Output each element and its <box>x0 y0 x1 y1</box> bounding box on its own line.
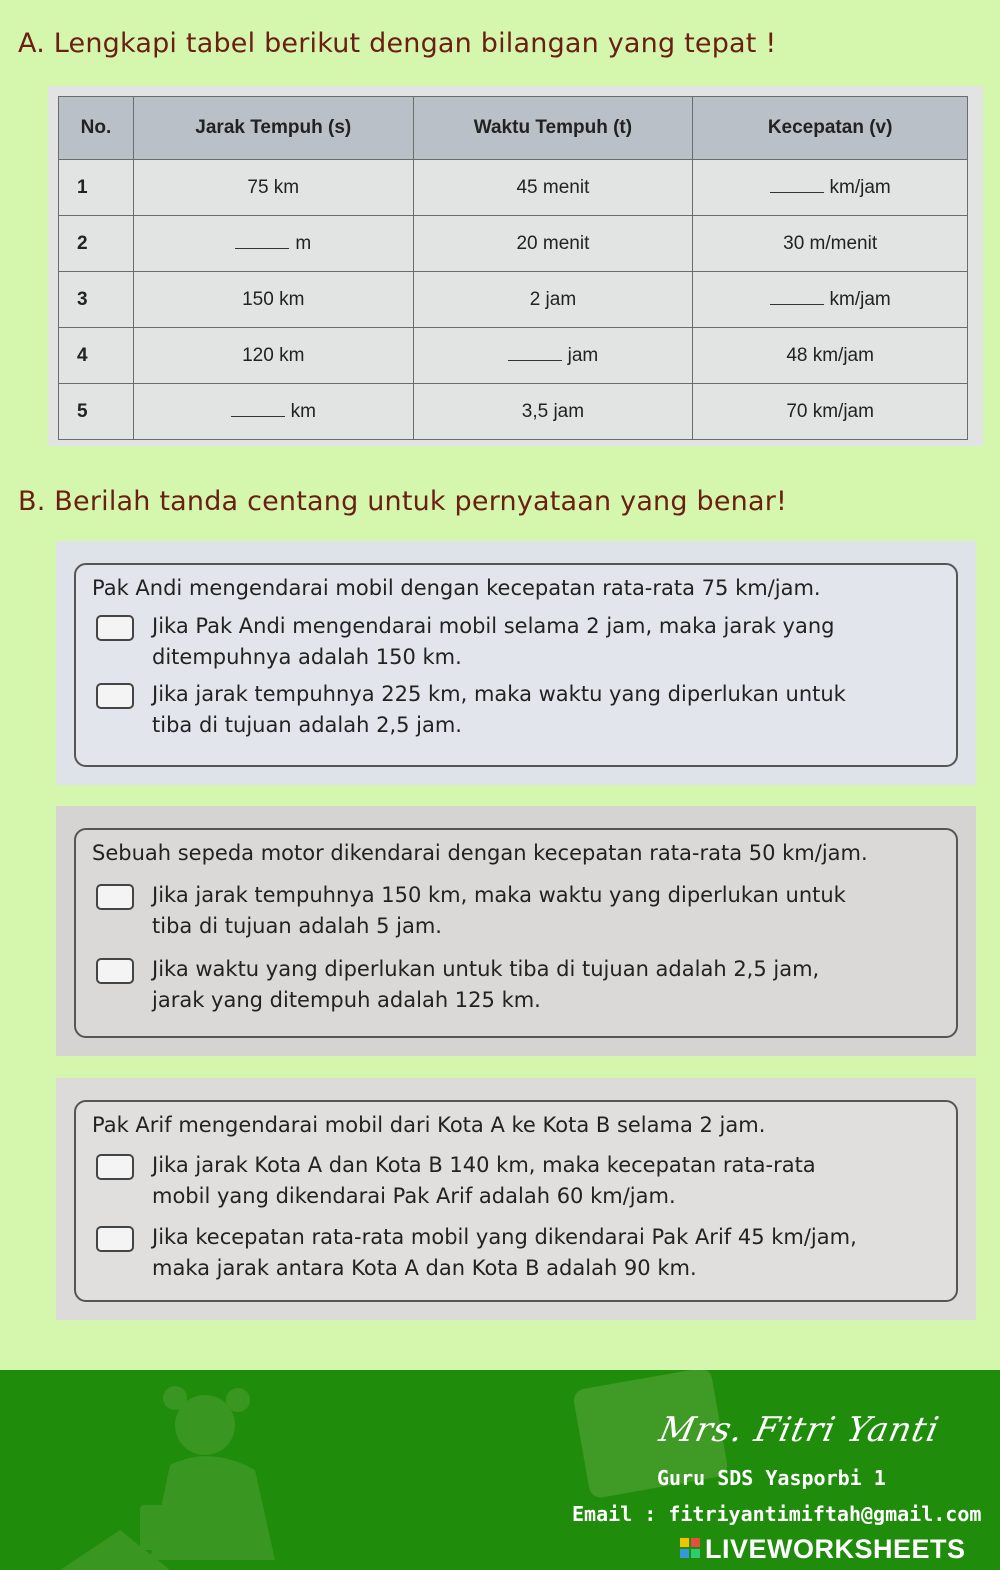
checkbox[interactable] <box>96 1226 134 1252</box>
row-no-cell <box>59 328 134 384</box>
cell-text: 45 menit <box>516 176 590 198</box>
header-time: Waktu Tempuh (t) <box>413 97 693 160</box>
cell-text: jam <box>567 344 599 366</box>
problem-intro: Pak Andi mengendarai mobil dengan kecepatan rata-rata 75 km/jam. <box>92 576 821 600</box>
row-no-cell <box>59 384 134 440</box>
statement-text <box>152 954 940 1016</box>
statement-line: Jika waktu yang diperlukan untuk tiba di tujuan adalah 2,5 jam, <box>152 957 820 981</box>
table-row <box>59 384 968 440</box>
time-cell <box>413 160 693 216</box>
checkbox[interactable] <box>96 958 134 984</box>
teacher-role: Guru SDS Yasporbi 1 <box>657 1466 886 1490</box>
statement-text <box>152 880 940 942</box>
cell-text: 4 <box>77 344 88 366</box>
speed-cell <box>693 160 968 216</box>
answer-blank[interactable] <box>508 359 562 361</box>
cell-text: km <box>290 400 316 422</box>
distance-cell <box>133 160 413 216</box>
statement-line: tiba di tujuan adalah 2,5 jam. <box>152 713 462 737</box>
teacher-signature: Mrs. Fitri Yanti <box>655 1410 943 1450</box>
cell-text: 75 km <box>247 176 300 198</box>
statement-text <box>152 1150 940 1212</box>
speed-cell <box>693 272 968 328</box>
row-no-cell <box>59 216 134 272</box>
table-row <box>59 328 968 384</box>
distance-cell <box>133 272 413 328</box>
cell-text: 70 km/jam <box>786 400 874 422</box>
time-cell <box>413 216 693 272</box>
cell-text: 2 <box>77 232 88 254</box>
time-cell <box>413 272 693 328</box>
statement-line: Jika jarak tempuhnya 225 km, maka waktu yang diperlukan untuk <box>152 682 846 706</box>
section-b-heading: B. Berilah tanda centang untuk pernyataan yang benar! <box>18 486 788 517</box>
table-header-row <box>59 97 968 160</box>
statement-line: Jika Pak Andi mengendarai mobil selama 2 jam, maka jarak yang <box>152 614 835 638</box>
answer-blank[interactable] <box>235 247 289 249</box>
speed-table <box>58 96 968 440</box>
cell-text: 48 km/jam <box>786 344 874 366</box>
problem-card <box>74 828 958 1038</box>
statement-line: jarak yang ditempuh adalah 125 km. <box>152 988 541 1012</box>
cell-text: 120 km <box>242 344 305 366</box>
cell-text: 5 <box>77 400 88 422</box>
speed-cell <box>693 328 968 384</box>
statement-text <box>152 679 940 741</box>
row-no-cell <box>59 272 134 328</box>
answer-blank[interactable] <box>231 415 285 417</box>
problem-intro: Pak Arif mengendarai mobil dari Kota A ke Kota B selama 2 jam. <box>92 1113 766 1137</box>
problem-panel-3 <box>56 1078 976 1320</box>
statement-line: mobil yang dikendarai Pak Arif adalah 60 km/jam. <box>152 1184 676 1208</box>
problem-card <box>74 563 958 767</box>
cell-text: 2 jam <box>529 288 577 310</box>
cell-text: 3,5 jam <box>521 400 585 422</box>
statement-text <box>152 1222 940 1284</box>
checkbox[interactable] <box>96 615 134 641</box>
speed-cell <box>693 216 968 272</box>
cell-text: m <box>295 232 312 254</box>
cell-text: km/jam <box>829 176 891 198</box>
cell-text: km/jam <box>829 288 891 310</box>
distance-cell <box>133 216 413 272</box>
problem-panel-2 <box>56 806 976 1056</box>
table-row <box>59 216 968 272</box>
answer-blank[interactable] <box>770 303 824 305</box>
speed-table-panel <box>48 86 983 446</box>
problem-card <box>74 1100 958 1302</box>
statement-line: maka jarak antara Kota A dan Kota B adalah 90 km. <box>152 1256 697 1280</box>
statement-line: Jika kecepatan rata-rata mobil yang dikendarai Pak Arif 45 km/jam, <box>152 1225 857 1249</box>
problem-intro: Sebuah sepeda motor dikendarai dengan kecepatan rata-rata 50 km/jam. <box>92 841 868 865</box>
statement-line: ditempuhnya adalah 150 km. <box>152 645 462 669</box>
cell-text: 20 menit <box>516 232 590 254</box>
statement-line: tiba di tujuan adalah 5 jam. <box>152 914 442 938</box>
statement-line: Jika jarak tempuhnya 150 km, maka waktu yang diperlukan untuk <box>152 883 846 907</box>
footer-banner <box>0 1370 1000 1570</box>
header-speed: Kecepatan (v) <box>693 97 968 160</box>
speed-cell <box>693 384 968 440</box>
statement-line: Jika jarak Kota A dan Kota B 140 km, maka kecepatan rata-rata <box>152 1153 816 1177</box>
checkbox[interactable] <box>96 1154 134 1180</box>
distance-cell <box>133 384 413 440</box>
row-no-cell <box>59 160 134 216</box>
distance-cell <box>133 328 413 384</box>
time-cell <box>413 328 693 384</box>
cell-text: 30 m/menit <box>783 232 878 254</box>
table-row <box>59 272 968 328</box>
liveworksheets-brand: LIVEWORKSHEETS <box>705 1534 966 1564</box>
checkbox[interactable] <box>96 683 134 709</box>
statement-text <box>152 611 940 673</box>
section-a-heading: A. Lengkapi tabel berikut dengan bilangan yang tepat ! <box>18 28 777 59</box>
header-no: No. <box>59 97 134 160</box>
cell-text: 150 km <box>242 288 305 310</box>
header-distance: Jarak Tempuh (s) <box>133 97 413 160</box>
problem-panel-1 <box>56 541 976 785</box>
cell-text: 3 <box>77 288 88 310</box>
time-cell <box>413 384 693 440</box>
liveworksheets-logo-icon <box>680 1538 700 1558</box>
table-row <box>59 160 968 216</box>
cell-text: 1 <box>77 176 88 198</box>
answer-blank[interactable] <box>770 191 824 193</box>
teacher-email: Email : fitriyantimiftah@gmail.com <box>572 1502 982 1526</box>
checkbox[interactable] <box>96 884 134 910</box>
